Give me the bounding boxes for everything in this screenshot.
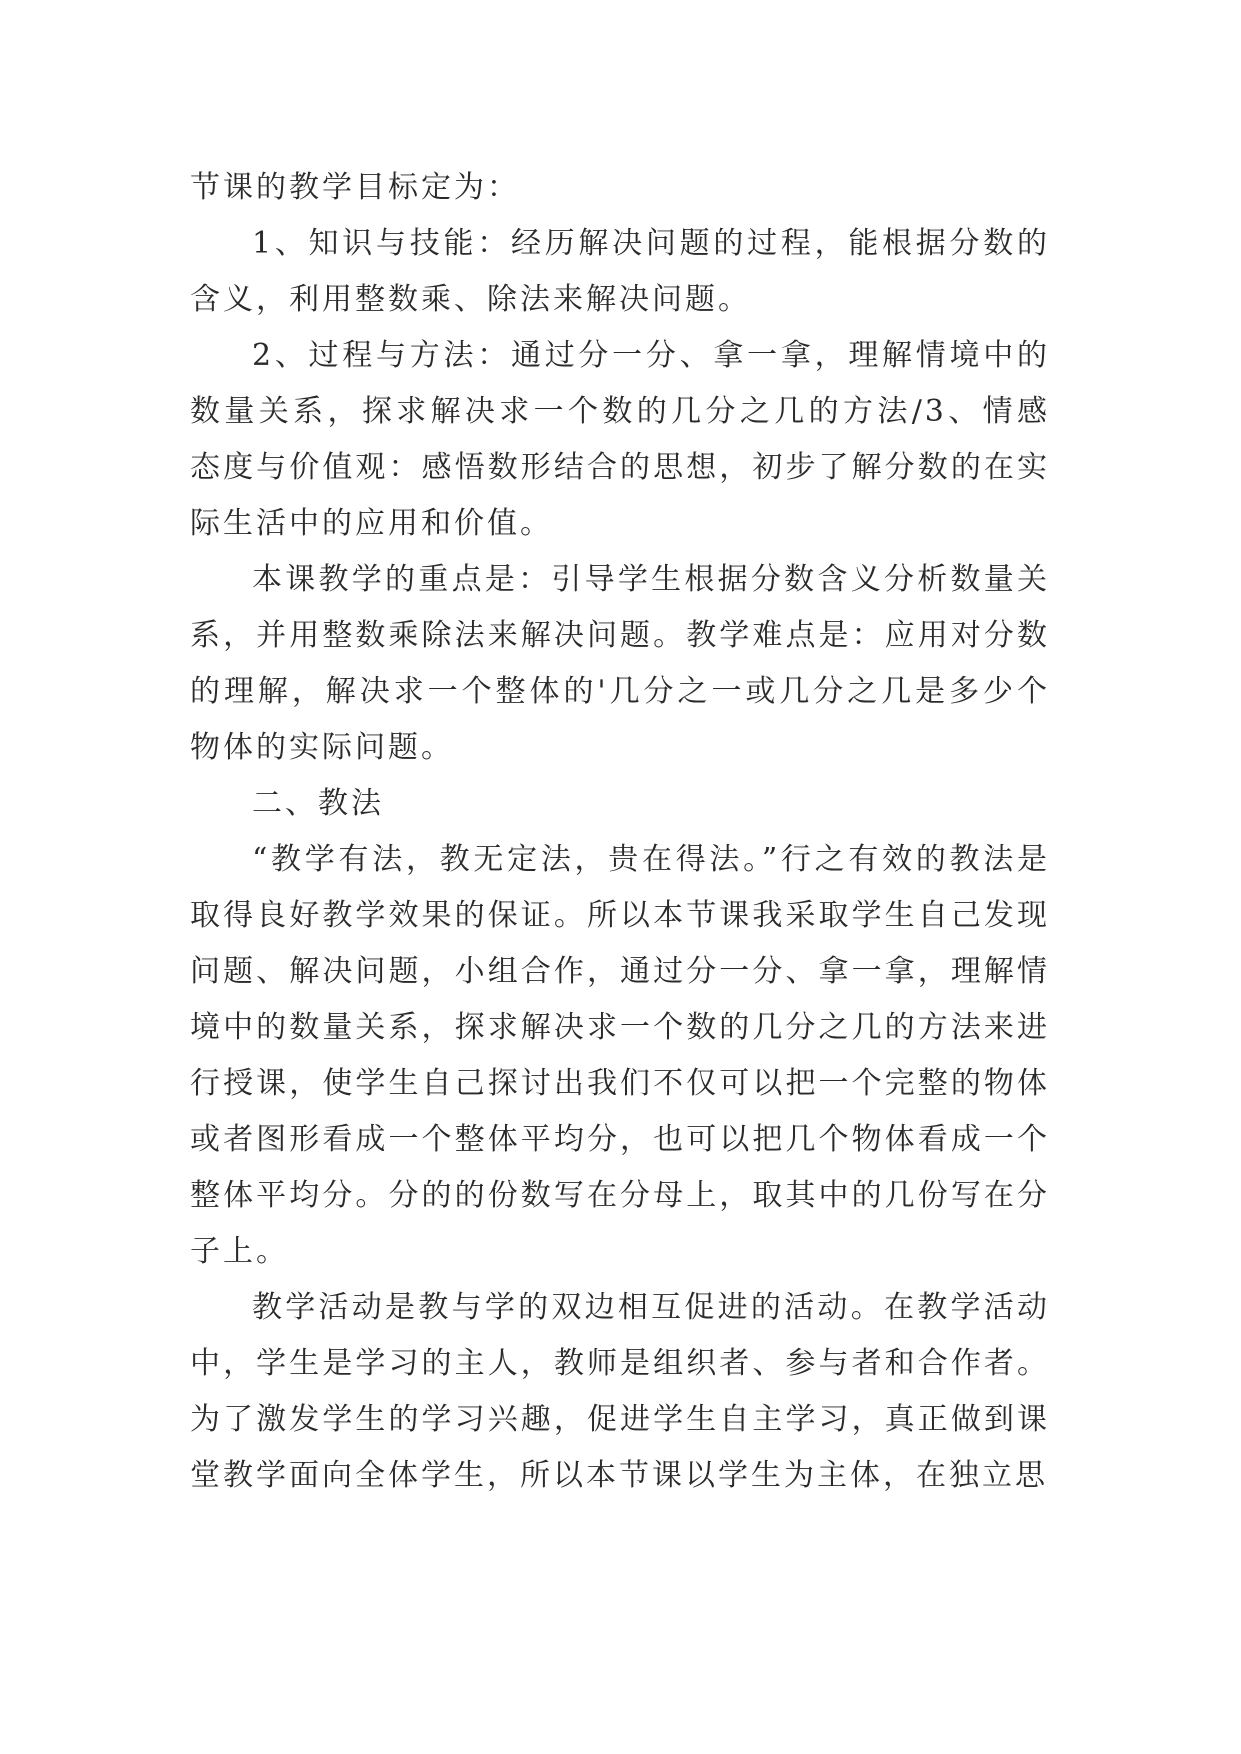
paragraph-process-methods: 2、过程与方法：通过分一分、拿一拿，理解情境中的数量关系，探求解决求一个数的几分之几的方法/3、情感态度与价值观：感悟数形结合的思想，初步了解分数的在实际生活中的应用和价值。 bbox=[190, 338, 1050, 541]
paragraph-teaching-method: “教学有法，教无定法，贵在得法。”行之有效的教法是取得良好教学效果的保证。所以本节课我采取学生自己发现问题、解决问题，小组合作，通过分一分、拿一拿，理解情境中的数量关系，探求解决求一个数的几分之几的方法来进行授课，使学生自己探讨出我们不仅可以把一个完整的物体或者图形看成一个整体平均分，也可以把几个物体看成一个整体平均分。分的的份数写在分母上，取其中的几份写在分子上。 bbox=[190, 842, 1050, 1269]
paragraph-teaching-activity: 教学活动是教与学的双边相互促进的活动。在教学活动中，学生是学习的主人，教师是组织者、参与者和合作者。为了激发学生的学习兴趣，促进学生自主学习，真正做到课堂教学面向全体学生，所以本节课以学生为主体，在独立思 bbox=[190, 1290, 1050, 1493]
paragraph-objectives-intro: 节课的教学目标定为： bbox=[190, 170, 520, 205]
section-heading-teaching-method: 二、教法 bbox=[252, 786, 384, 821]
paragraph-key-points: 本课教学的重点是：引导学生根据分数含义分析数量关系，并用整数乘除法来解决问题。教学难点是：应用对分数的理解，解决求一个整体的'几分之一或几分之几是多少个物体的实际问题。 bbox=[190, 562, 1050, 765]
paragraph-knowledge-skills: 1、知识与技能：经历解决问题的过程，能根据分数的含义，利用整数乘、除法来解决问题。 bbox=[190, 226, 1050, 317]
document-body bbox=[190, 160, 1050, 1504]
